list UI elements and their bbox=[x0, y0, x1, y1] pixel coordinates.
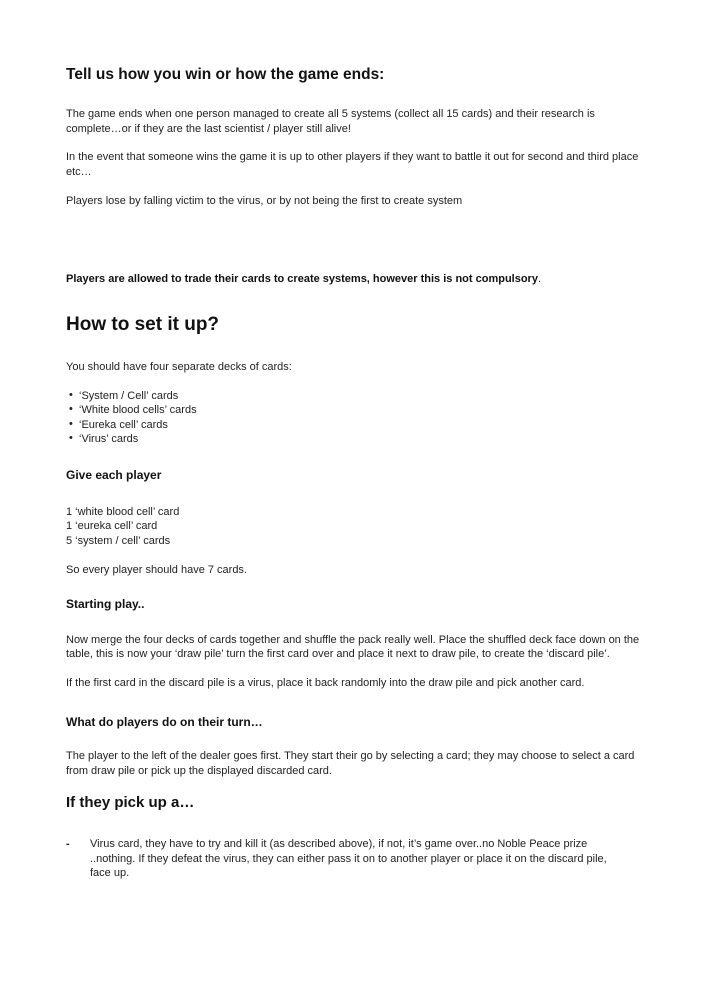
give-line: 5 ‘system / cell’ cards bbox=[66, 534, 171, 547]
paragraph-players-lose: Players lose by falling victim to the virus, or by not being the first to create system bbox=[66, 195, 463, 207]
virus-card-bullet bbox=[66, 837, 618, 881]
deck-list-item-label: ‘System / Cell’ cards bbox=[79, 389, 179, 402]
heading-how-to-set-up: How to set it up? bbox=[66, 314, 220, 335]
virus-card-bullet-text: Virus card, they have to try and kill it (as described above), if not, it’s game over..no Noble Peace prize ..nothing. If they defeat the virus, they can either pass it on to another player or place it on the discard pile, face up. bbox=[90, 838, 607, 879]
dash-bullet-icon: - bbox=[66, 838, 70, 850]
trade-note-period: . bbox=[537, 272, 542, 285]
deck-list-item bbox=[66, 432, 643, 447]
paragraph-seven-cards: So every player should have 7 cards. bbox=[66, 564, 247, 576]
heading-if-they-pick-up: If they pick up a… bbox=[66, 794, 195, 811]
paragraph-second-place: In the event that someone wins the game it is up to other players if they want to battle it out for second and third place etc… bbox=[66, 151, 639, 178]
bullet-icon: • bbox=[69, 388, 73, 401]
trade-note-bold-text: Players are allowed to trade their cards to create systems, however this is not compulsory bbox=[66, 272, 538, 285]
heading-players-turn: What do players do on their turn… bbox=[66, 715, 263, 729]
deck-list-item-label: ‘White blood cells’ cards bbox=[79, 404, 197, 416]
bullet-icon: • bbox=[69, 417, 73, 430]
heading-how-you-win: Tell us how you win or how the game ends: bbox=[66, 66, 385, 83]
deck-list bbox=[66, 389, 643, 447]
paragraph-player-left-of-dealer: The player to the left of the dealer goes first. They start their go by selecting a card; they may choose to select a card from draw pile or pick up the displayed discarded card. bbox=[66, 750, 635, 777]
give-line: 1 ‘white blood cell’ card bbox=[66, 505, 180, 518]
deck-list-item bbox=[66, 389, 643, 404]
deck-list-item bbox=[66, 418, 643, 433]
paragraph-four-decks: You should have four separate decks of cards: bbox=[66, 361, 292, 373]
deck-list-item-label: ‘Eureka cell’ cards bbox=[79, 418, 168, 431]
paragraph-trade-note bbox=[66, 272, 643, 287]
give-line: 1 ‘eureka cell’ card bbox=[66, 520, 158, 532]
bullet-icon: • bbox=[69, 403, 73, 415]
heading-give-each-player: Give each player bbox=[66, 467, 162, 482]
heading-starting-play: Starting play.. bbox=[66, 596, 145, 611]
bullet-icon: • bbox=[69, 432, 73, 444]
paragraph-game-ends: The game ends when one person managed to create all 5 systems (collect all 15 cards) and their research is complete…or if they are the last scientist / player still alive! bbox=[66, 108, 595, 135]
paragraph-merge-decks: Now merge the four decks of cards together and shuffle the pack really well. Place the shuffled deck face down on the table, this is now your ‘draw pile’ turn the first card over and place it next to draw pile, to create the ‘discard pile’. bbox=[66, 633, 640, 660]
deck-list-item bbox=[66, 403, 643, 418]
give-each-player-lines bbox=[66, 505, 643, 549]
deck-list-item-label: ‘Virus’ cards bbox=[79, 433, 139, 445]
paragraph-first-card-virus: If the first card in the discard pile is a virus, place it back randomly into the draw pile and pick another card. bbox=[66, 676, 585, 689]
